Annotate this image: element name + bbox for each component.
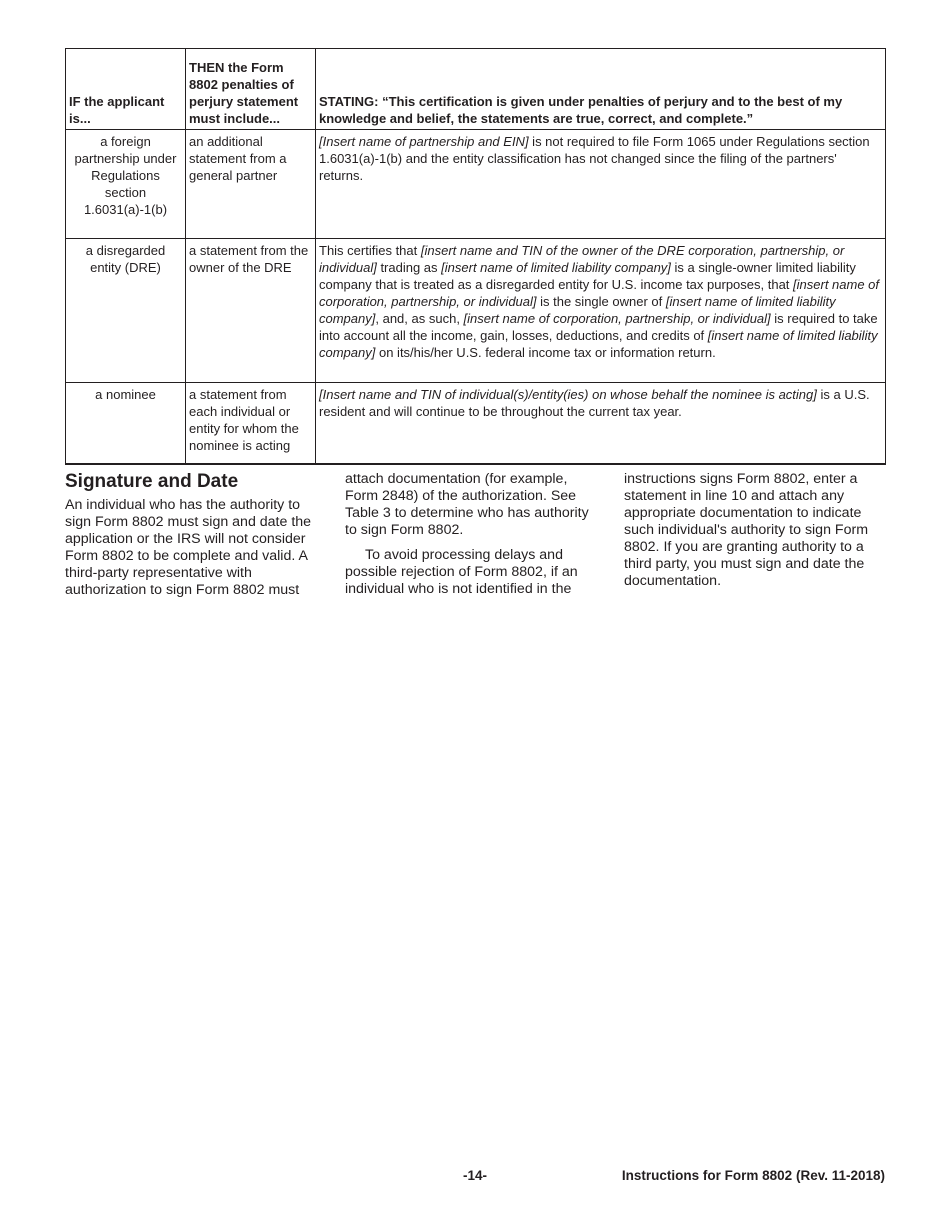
statement-text: , and, as such,: [375, 311, 464, 326]
paragraph: attach documentation (for example, Form 2848) of the authorization. See Table 3 to determine who has authority to sign Form 8802.: [345, 471, 589, 538]
paragraph: An individual who has the authority to sign Form 8802 must sign and date the application or the IRS will not consider Form 8802 to be complete and valid. A third-party representative with authorization to sign Form 8802 must: [65, 497, 312, 598]
placeholder-text: [insert name of limited liability company]: [319, 328, 878, 360]
statement-cell: a statement from each individual or entity for whom the nominee is acting: [186, 383, 316, 464]
table-row: [66, 383, 886, 464]
header-stating: STATING: “This certification is given under penalties of perjury and to the best of my knowledge and belief, the statements are true, correct, and complete.”: [316, 49, 886, 130]
statement-text: is not required to file Form 1065 under Regulations section 1.6031(a)-1(b) and the entity classification has not changed since the filing of the partners' returns.: [319, 134, 870, 183]
statement-cell: a statement from the owner of the DRE: [186, 239, 316, 383]
statement-text: is required to take into account all the income, gain, losses, deductions, and credits of: [319, 311, 878, 343]
placeholder-text: [insert name and TIN of the owner of the DRE corporation, partnership, or individual]: [319, 243, 845, 275]
statement-text: trading as: [376, 260, 442, 275]
page-number: -14-: [462, 1168, 487, 1183]
statement-text: is a U.S. resident and will continue to be throughout the current tax year.: [319, 387, 870, 419]
footer-document-title: Instructions for Form 8802 (Rev. 11-2018): [621, 1168, 885, 1183]
statement-text: is the single owner of: [536, 294, 666, 309]
table-header-row: [66, 49, 886, 130]
text-column-2: [345, 471, 599, 598]
placeholder-text: [insert name of corporation, partnership, or individual]: [319, 277, 880, 309]
placeholder-text: [Insert name of partnership and EIN]: [319, 134, 529, 149]
applicant-cell: a nominee: [66, 383, 186, 464]
statement-cell: an additional statement from a general partner: [186, 130, 316, 239]
statement-text: on its/his/her U.S. federal income tax or information return.: [375, 345, 716, 360]
text-column-1: [65, 471, 319, 599]
stating-cell: [316, 239, 886, 383]
placeholder-text: [insert name of corporation, partnership, or individual]: [463, 311, 771, 326]
section-heading: Signature and Date: [65, 471, 239, 492]
text-column-3: [624, 471, 878, 590]
applicant-cell: a disregarded entity (DRE): [66, 239, 186, 383]
placeholder-text: [Insert name and TIN of individual(s)/entity(ies) on whose behalf the nominee is acting]: [319, 387, 817, 402]
stating-cell: [316, 130, 886, 239]
header-applicant: IF the applicant is...: [66, 49, 186, 130]
statement-text: This certifies that: [319, 243, 421, 258]
placeholder-text: [insert name of limited liability company]: [319, 294, 836, 326]
perjury-statement-table: [65, 48, 886, 465]
applicant-cell: a foreign partnership under Regulations section 1.6031(a)-1(b): [66, 130, 186, 239]
placeholder-text: [insert name of limited liability company]: [441, 260, 671, 275]
table-row: [66, 239, 886, 383]
statement-text: is a single-owner limited liability company that is treated as a disregarded entity for U.S. income tax purposes, that: [319, 260, 856, 292]
header-statement: THEN the Form 8802 penalties of perjury statement must include...: [186, 49, 316, 130]
paragraph: instructions signs Form 8802, enter a statement in line 10 and attach any appropriate documentation to indicate such individual's authority to sign Form 8802. If you are granting authority to a third party, you must sign and date the documentation.: [624, 471, 869, 589]
paragraph: To avoid processing delays and possible rejection of Form 8802, if an individual who is not identified in the: [345, 547, 578, 597]
table-row: [66, 130, 886, 239]
stating-cell: [316, 383, 886, 464]
